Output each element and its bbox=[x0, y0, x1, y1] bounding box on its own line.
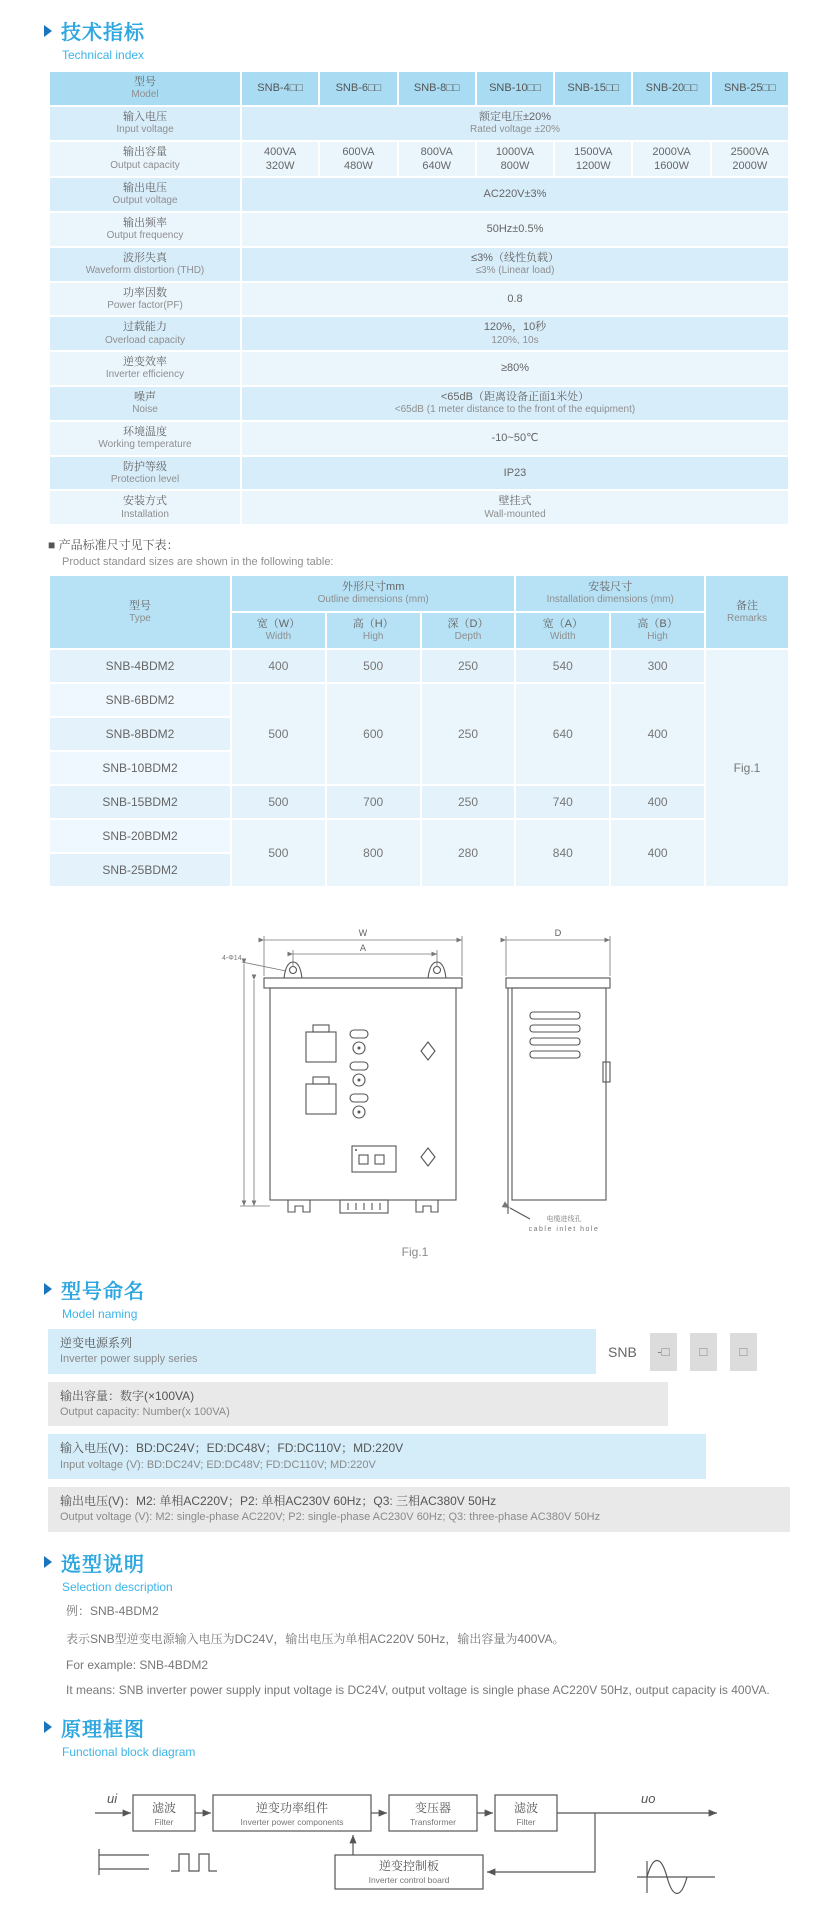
spec-row-value: AC220V±3% bbox=[241, 177, 789, 212]
spec-row-value: 50Hz±0.5% bbox=[241, 212, 789, 247]
figure-1 bbox=[200, 914, 630, 1259]
svg-text:Filter: Filter bbox=[516, 1816, 536, 1827]
spec-row-label: 输出频率 Output frequency bbox=[49, 212, 241, 247]
capacity-cell: 800VA 640W bbox=[398, 141, 476, 178]
dim-cell: 400 bbox=[231, 649, 326, 683]
dimension-drawing bbox=[200, 914, 630, 1238]
standard-sizes-note bbox=[48, 536, 830, 568]
dim-cell-merged: 250 bbox=[421, 683, 516, 785]
sine-wave-icon bbox=[637, 1860, 715, 1893]
spec-row-label: 安装方式 Installation bbox=[49, 490, 241, 525]
cabinet-front-view bbox=[264, 962, 462, 1213]
spec-table bbox=[48, 70, 790, 526]
naming-row-input-voltage: 输入电压(V)：BD:DC24V；ED:DC48V；FD:DC110V；MD:220V Input voltage (V): BD:DC24V; ED:DC48V; FD:DC110V; MD:220V bbox=[48, 1434, 706, 1479]
model-code-box: □ bbox=[730, 1333, 757, 1371]
dc-source-icon bbox=[99, 1849, 149, 1875]
input-label: ui bbox=[107, 1790, 118, 1806]
dim-cell-merged: 400 bbox=[610, 683, 705, 785]
section-title-zh: 选型说明 bbox=[61, 1553, 145, 1576]
model-column-header: SNB-6□□ bbox=[319, 71, 397, 106]
selection-meaning-en: It means: SNB inverter power supply input voltage is DC24V, output voltage is single phase AC220V 50Hz, output capacity is 400VA. bbox=[66, 1682, 770, 1697]
section-title-zh: 型号命名 bbox=[61, 1280, 145, 1303]
spec-row-input-voltage bbox=[49, 106, 789, 141]
selection-meaning-zh: 表示SNB型逆变电源输入电压为DC24V，输出电压为单相AC220V 50Hz，输出容量为400VA。 bbox=[66, 1631, 565, 1646]
figure-caption: Fig.1 bbox=[401, 1244, 429, 1259]
type-cell: SNB-4BDM2 bbox=[49, 649, 231, 683]
dim-cell: 250 bbox=[421, 785, 516, 819]
type-cell: SNB-20BDM2 bbox=[49, 819, 231, 853]
dim-cell-merged: 640 bbox=[515, 683, 610, 785]
type-cell: SNB-6BDM2 bbox=[49, 683, 231, 717]
section-arrow-icon bbox=[44, 1556, 52, 1568]
spec-row-value: 壁挂式 Wall-mounted bbox=[241, 490, 789, 525]
dim-cell: 500 bbox=[231, 785, 326, 819]
cabinet-side-view bbox=[506, 929, 610, 1233]
spec-row-label: 功率因数 Power factor(PF) bbox=[49, 282, 241, 317]
filter-block-2 bbox=[495, 1795, 557, 1831]
spec-row-overload-capacity bbox=[49, 316, 789, 351]
model-column-header: SNB-25□□ bbox=[711, 71, 789, 106]
section-title-en: Functional block diagram bbox=[62, 1744, 196, 1759]
section-title-en: Selection description bbox=[62, 1579, 173, 1594]
inverter-power-block bbox=[213, 1795, 371, 1831]
dim-label-w: W bbox=[358, 928, 368, 939]
dims-header-outline: 外形尺寸mm Outline dimensions (mm) bbox=[231, 575, 515, 612]
svg-text:滤波: 滤波 bbox=[513, 1800, 539, 1815]
dim-label-a: A bbox=[359, 943, 367, 954]
output-label: uo bbox=[641, 1790, 656, 1806]
label-zh: 型号 bbox=[134, 76, 156, 88]
section-title-zh: 原理框图 bbox=[61, 1718, 145, 1741]
dim-cell-merged: 280 bbox=[421, 819, 516, 887]
dimensions-table bbox=[48, 574, 790, 888]
dim-cell-merged: 800 bbox=[326, 819, 421, 887]
dims-header-row-1 bbox=[49, 575, 789, 612]
spec-row-label: 输出电压 Output voltage bbox=[49, 177, 241, 212]
type-cell: SNB-10BDM2 bbox=[49, 751, 231, 785]
dimension-lines-front bbox=[222, 929, 462, 1206]
capacity-cell: 1500VA 1200W bbox=[554, 141, 632, 178]
dims-row bbox=[49, 683, 789, 717]
svg-text:Inverter power components: Inverter power components bbox=[240, 1816, 344, 1827]
spec-row-value: <65dB（距离设备正面1米处） <65dB (1 meter distance to the front of the equipment) bbox=[241, 386, 789, 421]
spec-row-label: 波形失真 Waveform distortion (THD) bbox=[49, 247, 241, 282]
dim-label-d: D bbox=[554, 928, 562, 939]
datasheet-page bbox=[0, 16, 830, 1885]
section-title-en: Model naming bbox=[62, 1306, 138, 1321]
spec-row-label: 环境温度 Working temperature bbox=[49, 421, 241, 456]
section-arrow-icon bbox=[44, 1283, 52, 1295]
spec-row-value: 0.8 bbox=[241, 282, 789, 317]
spec-row-value: IP23 bbox=[241, 456, 789, 491]
dims-row bbox=[49, 819, 789, 853]
model-column-header: SNB-4□□ bbox=[241, 71, 319, 106]
capacity-cell: 2000VA 1600W bbox=[632, 141, 710, 178]
model-code-boxes bbox=[608, 1329, 757, 1375]
spec-header-model bbox=[49, 71, 241, 106]
spec-row-label: 噪声 Noise bbox=[49, 386, 241, 421]
capacity-cell: 2500VA 2000W bbox=[711, 141, 789, 178]
model-prefix: SNB bbox=[608, 1343, 637, 1360]
naming-row-series: 逆变电源系列 Inverter power supply series bbox=[48, 1329, 596, 1374]
section-title-en: Technical index bbox=[62, 48, 145, 62]
model-column-header: SNB-15□□ bbox=[554, 71, 632, 106]
capacity-cell: 400VA 320W bbox=[241, 141, 319, 178]
model-column-header: SNB-10□□ bbox=[476, 71, 554, 106]
dim-cell: 300 bbox=[610, 649, 705, 683]
section-model-naming bbox=[44, 1275, 830, 1321]
square-wave-icon bbox=[171, 1854, 217, 1871]
spec-row-output-capacity bbox=[49, 141, 789, 178]
dim-cell: 740 bbox=[515, 785, 610, 819]
dims-header-type: 型号 Type bbox=[49, 575, 231, 649]
naming-row-output-voltage: 输出电压(V)：M2: 单相AC220V；P2: 单相AC230V 60Hz；Q3: 三相AC380V 50Hz Output voltage (V): M2: single-phase AC220V; P2: single-phase AC230V 60Hz; Q3: three-phase AC380V 50Hz bbox=[48, 1487, 790, 1532]
inverter-control-block bbox=[335, 1855, 483, 1889]
svg-text:Inverter control board: Inverter control board bbox=[368, 1874, 450, 1885]
door-lock-icon bbox=[421, 1042, 435, 1060]
label-en: Model bbox=[131, 89, 159, 101]
spec-row-label: 输出容量 Output capacity bbox=[49, 141, 241, 178]
dims-header-installation: 安装尺寸 Installation dimensions (mm) bbox=[515, 575, 705, 612]
spec-row-inverter-efficiency bbox=[49, 351, 789, 386]
naming-row-capacity: 输出容量：数字(×100VA) Output capacity: Number(x 100VA) bbox=[48, 1382, 668, 1427]
dims-subheader-b: 高（B） High bbox=[610, 612, 705, 649]
spec-header-row bbox=[49, 71, 789, 106]
spec-row-waveform-distortion bbox=[49, 247, 789, 282]
spec-row-label: 防护等级 Protection level bbox=[49, 456, 241, 491]
selection-description-text bbox=[66, 1602, 830, 1697]
cable-inlet-label-zh: 电缆进线孔 bbox=[546, 1215, 582, 1223]
spec-row-output-frequency bbox=[49, 212, 789, 247]
spec-row-output-voltage bbox=[49, 177, 789, 212]
section-block-diagram bbox=[44, 1713, 830, 1759]
dims-header-remarks: 备注 Remarks bbox=[705, 575, 789, 649]
section-arrow-icon bbox=[44, 25, 52, 37]
note-zh: ■ 产品标准尺寸见下表： bbox=[48, 538, 179, 553]
dim-cell: 250 bbox=[421, 649, 516, 683]
spec-row-installation bbox=[49, 490, 789, 525]
section-arrow-icon bbox=[44, 1721, 52, 1733]
model-code-box: □ bbox=[690, 1333, 717, 1371]
svg-text:Transformer: Transformer bbox=[410, 1816, 456, 1827]
spec-row-value: -10~50℃ bbox=[241, 421, 789, 456]
dim-cell-merged: 500 bbox=[231, 683, 326, 785]
svg-text:变压器: 变压器 bbox=[414, 1800, 452, 1815]
capacity-cell: 600VA 480W bbox=[319, 141, 397, 178]
spec-row-power-factor bbox=[49, 282, 789, 317]
section-technical-index bbox=[44, 16, 830, 62]
spec-row-label: 逆变效率 Inverter efficiency bbox=[49, 351, 241, 386]
spec-row-value: 额定电压±20% Rated voltage ±20% bbox=[241, 106, 789, 141]
functional-block-diagram bbox=[85, 1771, 745, 1908]
svg-text:逆变控制板: 逆变控制板 bbox=[378, 1858, 440, 1873]
holes-label: 4-Φ14 bbox=[222, 954, 242, 962]
model-code-box: -□ bbox=[650, 1333, 677, 1371]
cable-inlet-label-en: cable inlet hole bbox=[528, 1225, 600, 1233]
svg-text:Filter: Filter bbox=[154, 1816, 174, 1827]
type-cell: SNB-25BDM2 bbox=[49, 853, 231, 887]
dims-subheader-d: 深（D） Depth bbox=[421, 612, 516, 649]
dims-subheader-a: 宽（A） Width bbox=[515, 612, 610, 649]
dims-row bbox=[49, 785, 789, 819]
dim-cell: 500 bbox=[326, 649, 421, 683]
remarks-cell: Fig.1 bbox=[705, 649, 789, 887]
type-cell: SNB-15BDM2 bbox=[49, 785, 231, 819]
dims-subheader-h: 高（H） High bbox=[326, 612, 421, 649]
dim-cell-merged: 500 bbox=[231, 819, 326, 887]
section-title-zh: 技术指标 bbox=[61, 22, 145, 44]
transformer-block bbox=[389, 1795, 477, 1831]
filter-block-1 bbox=[133, 1795, 195, 1831]
door-lock-icon bbox=[421, 1148, 435, 1166]
selection-example-zh: 例：SNB-4BDM2 bbox=[66, 1603, 159, 1618]
dim-cell-merged: 400 bbox=[610, 819, 705, 887]
dim-cell: 700 bbox=[326, 785, 421, 819]
section-selection-description bbox=[44, 1548, 830, 1594]
spec-row-working-temperature bbox=[49, 421, 789, 456]
block-diagram-svg bbox=[85, 1771, 745, 1903]
type-cell: SNB-8BDM2 bbox=[49, 717, 231, 751]
spec-row-label: 过载能力 Overload capacity bbox=[49, 316, 241, 351]
svg-text:逆变功率组件: 逆变功率组件 bbox=[255, 1800, 329, 1815]
capacity-cell: 1000VA 800W bbox=[476, 141, 554, 178]
dim-cell: 540 bbox=[515, 649, 610, 683]
dim-cell-merged: 600 bbox=[326, 683, 421, 785]
dim-cell-merged: 840 bbox=[515, 819, 610, 887]
dims-subheader-w: 宽（W） Width bbox=[231, 612, 326, 649]
model-column-header: SNB-20□□ bbox=[632, 71, 710, 106]
spec-row-value: ≥80% bbox=[241, 351, 789, 386]
spec-row-noise bbox=[49, 386, 789, 421]
note-en: Product standard sizes are shown in the following table: bbox=[62, 556, 334, 569]
spec-row-value: 120%，10秒 120%, 10s bbox=[241, 316, 789, 351]
dims-row bbox=[49, 649, 789, 683]
spec-row-label: 输入电压 Input voltage bbox=[49, 106, 241, 141]
dim-cell: 400 bbox=[610, 785, 705, 819]
selection-example-en: For example: SNB-4BDM2 bbox=[66, 1657, 209, 1672]
svg-text:滤波: 滤波 bbox=[151, 1800, 177, 1815]
model-column-header: SNB-8□□ bbox=[398, 71, 476, 106]
model-naming-diagram bbox=[48, 1329, 790, 1532]
spec-row-value: ≤3%（线性负载） ≤3% (Linear load) bbox=[241, 247, 789, 282]
spec-row-protection-level bbox=[49, 456, 789, 491]
